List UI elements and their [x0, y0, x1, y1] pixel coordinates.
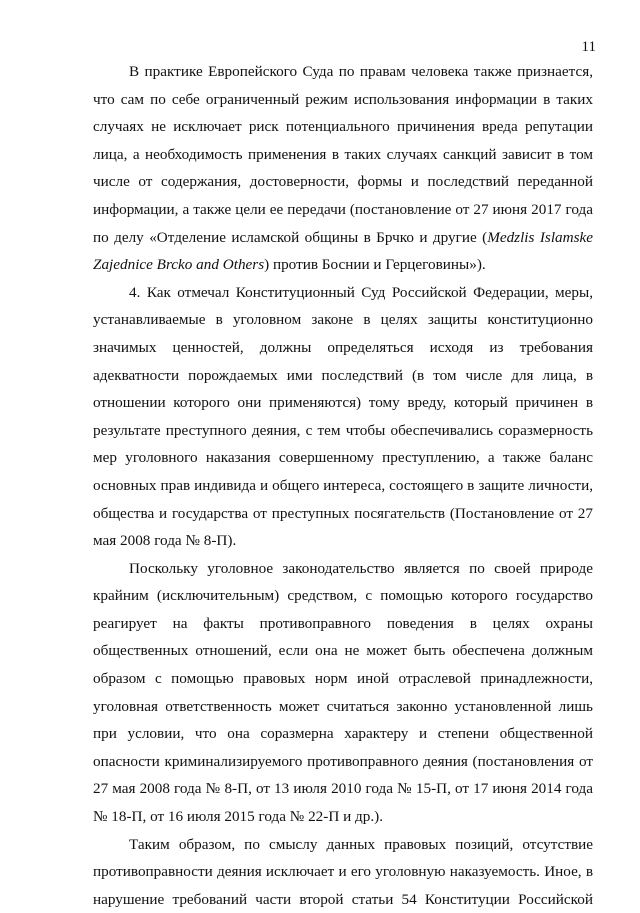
text-line: № 18-П, от 16 июля 2015 года № 22-П и др.).: [93, 808, 383, 826]
text-line: уголовная ответственность может считаться законно установленной лишь: [93, 697, 593, 715]
text-line: нарушение требований части второй статьи 54 Конституции Российской: [93, 890, 593, 908]
text-line: Поскольку уголовное законодательство является по своей природе: [129, 559, 593, 577]
text-line: противоправности деяния исключает и его уголовную наказуемость. Иное, в: [93, 863, 593, 881]
text-line: адекватности порождаемых ими последствий (в том числе для лица, в: [93, 366, 593, 384]
text-line: мая 2008 года № 8-П).: [93, 532, 237, 550]
text-line: при условии, что она соразмерна характеру и степени общественной: [93, 725, 593, 743]
body-text: [93, 58, 593, 913]
text-line: лица, а необходимость применения в таких случаях санкций зависит в том: [93, 145, 593, 163]
page-number: 11: [581, 39, 596, 55]
text-line: случаях не исключает риск потенциального причинения вреда репутации: [93, 118, 593, 136]
text-line: мер уголовного наказания совершенному преступлению, а также баланс: [93, 449, 593, 467]
text-line: результате преступного деяния, с тем чтобы обеспечивались соразмерность: [93, 421, 593, 439]
text-line: значимых ценностей, должны определяться исходя из требования: [93, 338, 593, 356]
text-line: числе от содержания, достоверности, формы и последствий переданной: [93, 173, 593, 191]
text-line: опасности криминализируемого противоправного деяния (постановления от: [93, 752, 593, 770]
text-line: крайним (исключительным) средством, с помощью которого государство: [93, 587, 593, 605]
text-line: по делу «Отделение исламской общины в Брчко и другие (Medzlis Islamske: [93, 228, 593, 246]
text-line: Zajednice Brcko and Others) против Боснии и Герцеговины»).: [93, 256, 486, 274]
text-line: 4. Как отмечал Конституционный Суд Российской Федерации, меры,: [129, 283, 593, 301]
text-line: отношении которого они применяются) тому вреду, который причинен в: [93, 394, 593, 412]
text-line: Таким образом, по смыслу данных правовых позиций, отсутствие: [129, 835, 593, 853]
italic-phrase: Zajednice Brcko and Others: [93, 256, 265, 274]
text-line: В практике Европейского Суда по правам человека также признается,: [129, 63, 593, 80]
text-line: основных прав индивида и общего интереса, состоящего в защите личности,: [93, 476, 593, 494]
text-line: устанавливаемые в уголовном законе в целях защиты конституционно: [93, 311, 593, 329]
text-line: 27 мая 2008 года № 8-П, от 13 июля 2010 года № 15-П, от 17 июня 2014 года: [93, 780, 593, 798]
text-line: общественных отношений, если она не может быть обеспечена должным: [93, 642, 593, 660]
text-line: что сам по себе ограниченный режим использования информации в таких: [93, 90, 593, 108]
text-line: общества и государства от преступных посягательств (Постановление от 27: [93, 504, 593, 522]
text-line: образом с помощью правовых норм иной отраслевой принадлежности,: [93, 670, 593, 688]
italic-phrase: Medzlis Islamske: [487, 228, 593, 246]
text-line: информации, а также цели ее передачи (постановление от 27 июня 2017 года: [93, 200, 593, 218]
text-line: реагирует на факты противоправного поведения в целях охраны: [93, 614, 593, 632]
